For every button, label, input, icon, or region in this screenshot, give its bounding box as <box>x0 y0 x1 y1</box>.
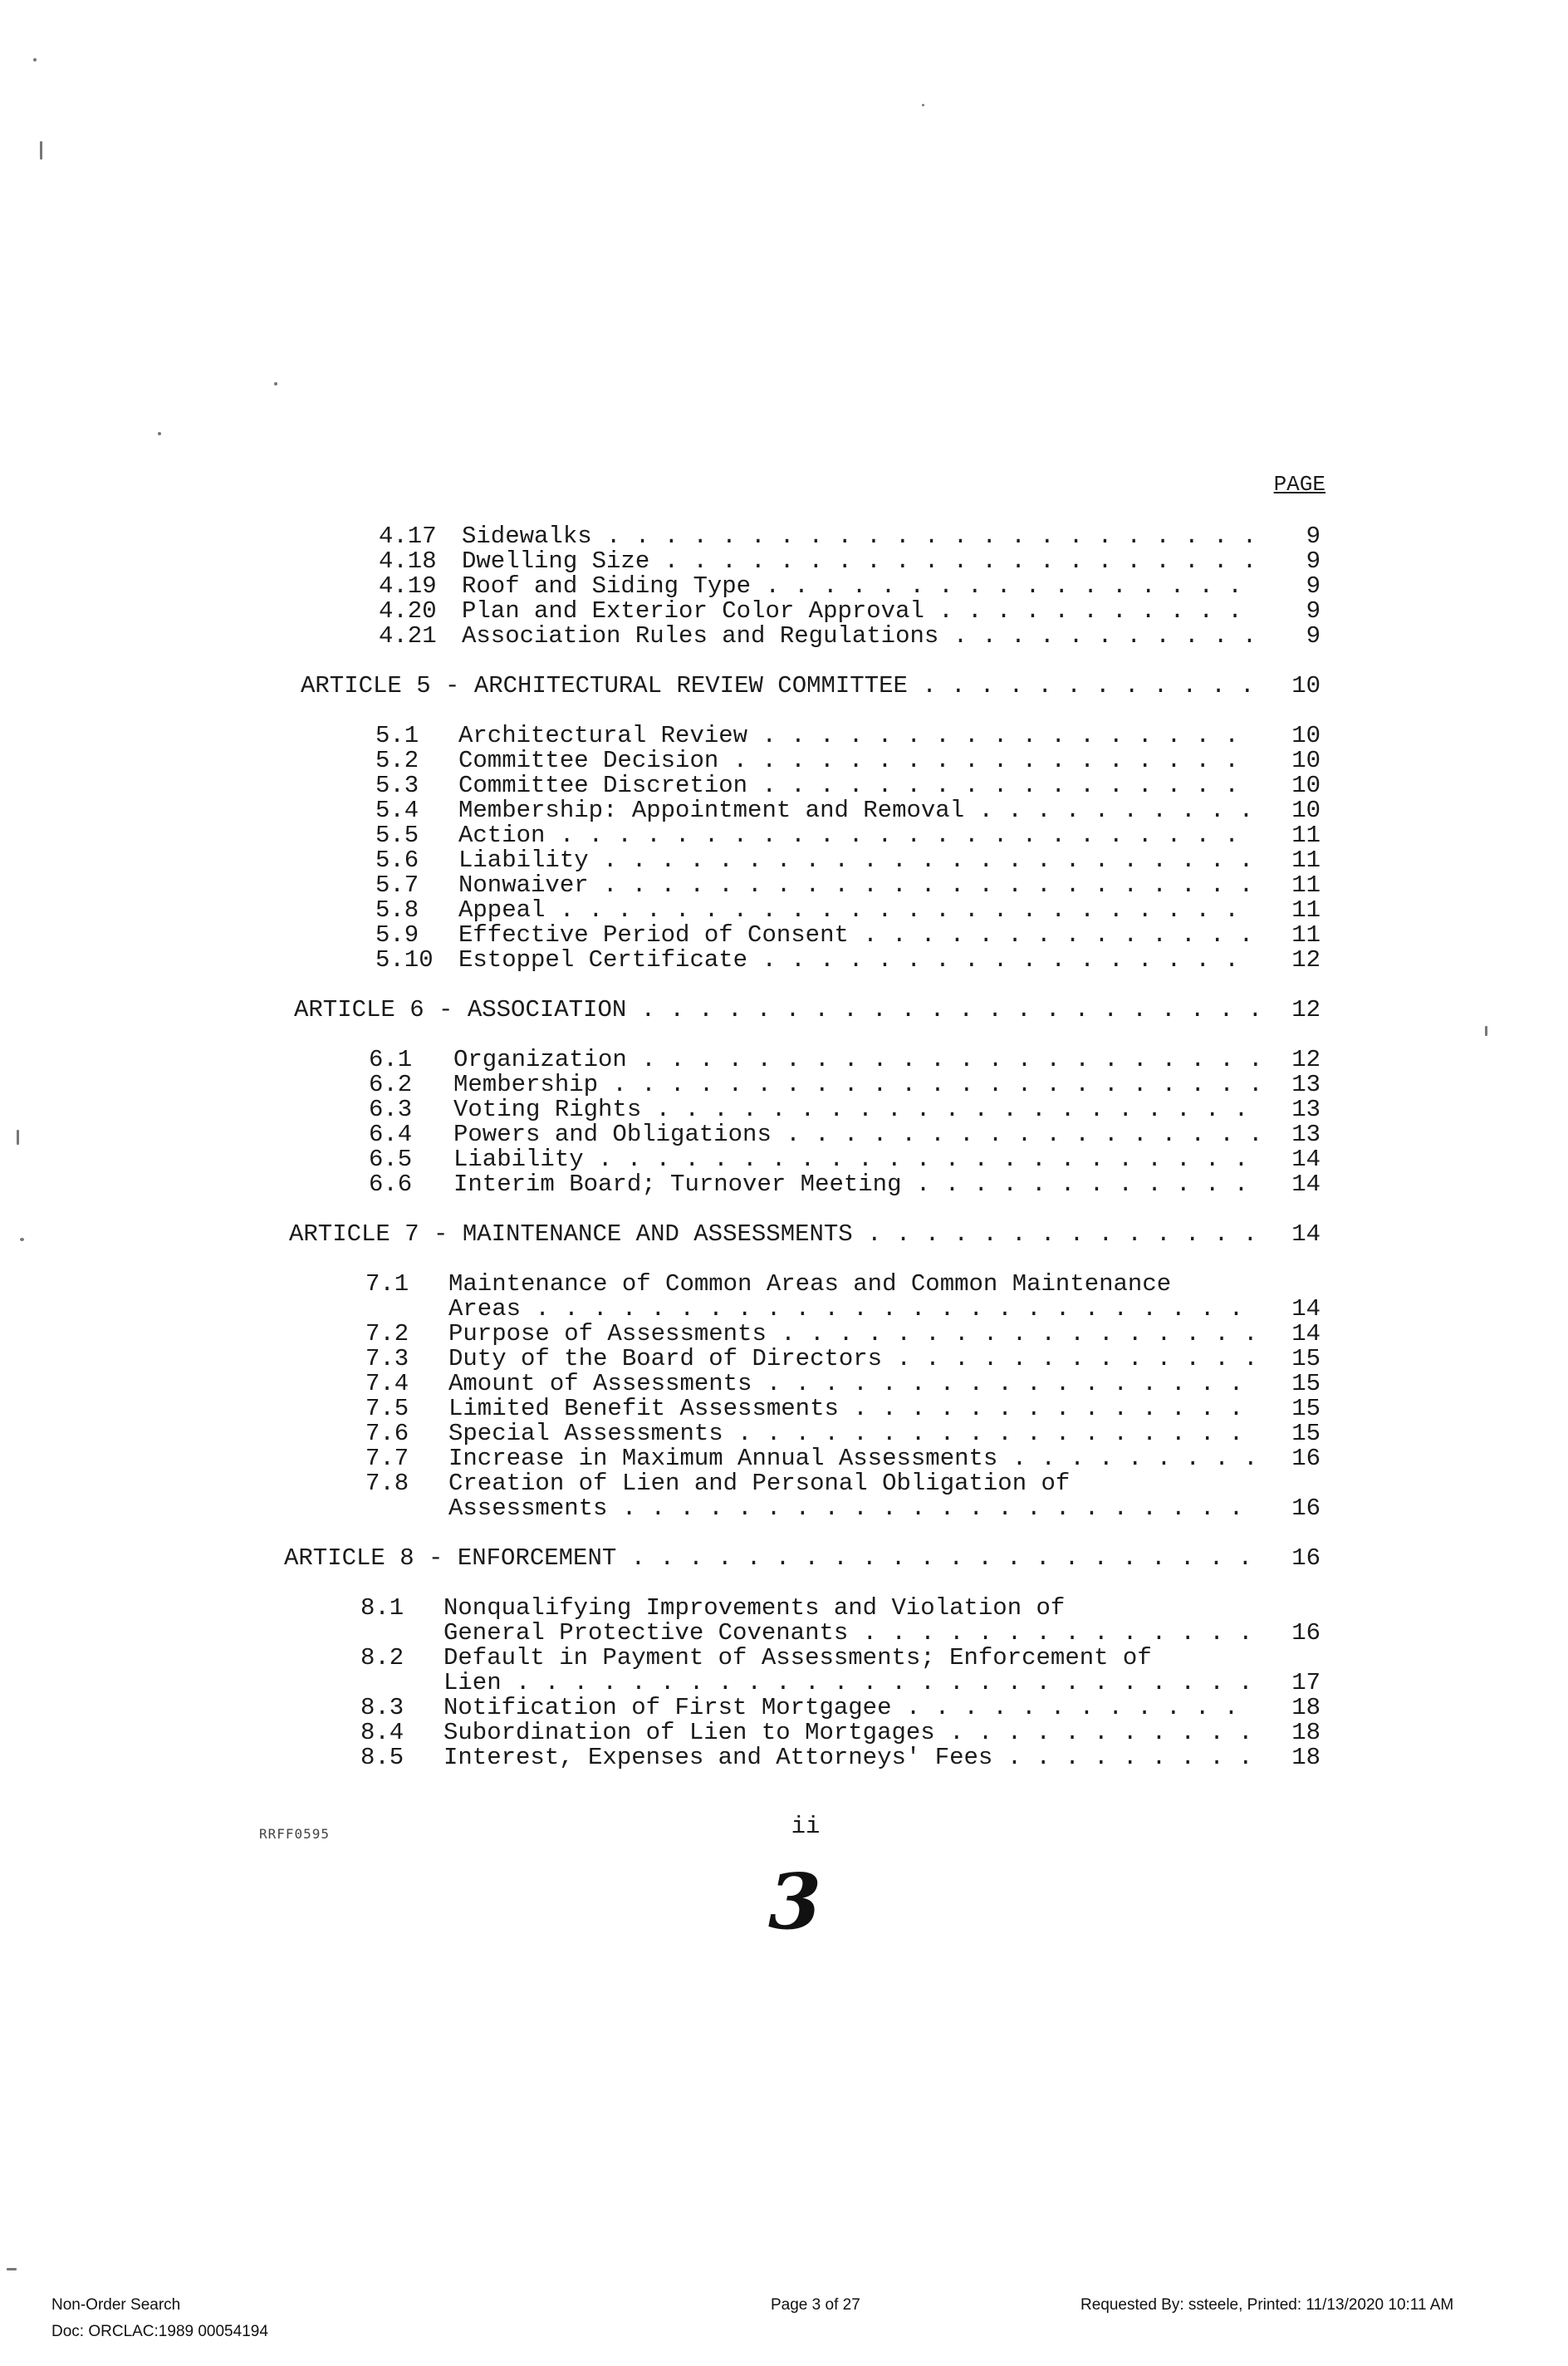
toc-entry <box>0 1097 1412 1123</box>
toc-article-heading <box>0 673 1412 699</box>
toc-title: Plan and Exterior Color Approval . . . <box>462 598 1257 625</box>
toc-title: Roof and Siding Type . . . <box>462 573 1257 600</box>
toc-section-number: 5.8 <box>375 896 419 924</box>
footer-requested-by: Requested By: ssteele, Printed: 11/13/2020 10:11 AM <box>1080 2296 1454 2314</box>
toc-page-number: 16 <box>1291 1544 1321 1572</box>
toc-section-number: 5.1 <box>375 722 419 749</box>
toc-section-number: 5.3 <box>375 772 419 799</box>
toc-page-number: 11 <box>1291 847 1321 874</box>
toc-page-number: 14 <box>1291 1320 1321 1347</box>
toc-section-number: 7.1 <box>365 1270 409 1298</box>
toc-section-number: 7.8 <box>365 1470 409 1497</box>
toc-page-number: 9 <box>1306 547 1321 575</box>
page-number: ii <box>791 1813 821 1840</box>
toc-title: Subordination of Lien to Mortgages . . . <box>443 1720 1257 1746</box>
toc-section-number: 5.7 <box>375 871 419 899</box>
toc-entry <box>0 1321 1412 1347</box>
toc-entry <box>0 1047 1412 1073</box>
toc-section-number: 4.19 <box>379 572 437 600</box>
toc-entry <box>0 723 1412 749</box>
toc-title: Limited Benefit Assessments . . . <box>448 1396 1257 1422</box>
toc-page-number: 11 <box>1291 896 1321 924</box>
toc-entry <box>0 922 1412 949</box>
toc-section-number: 6.6 <box>369 1171 413 1198</box>
toc-title: Duty of the Board of Directors . . . <box>448 1346 1257 1372</box>
toc-page-number: 10 <box>1291 797 1321 824</box>
toc-section-number: 4.17 <box>379 523 437 550</box>
toc-title: Nonqualifying Improvements and Violation of <box>443 1595 1066 1622</box>
toc-section-number: 8.3 <box>360 1694 404 1721</box>
toc-entry-continuation <box>0 1620 1412 1647</box>
toc-entry <box>0 872 1412 899</box>
toc-title: Committee Decision . . . <box>458 748 1257 774</box>
toc-page-number: 14 <box>1291 1220 1321 1248</box>
footer-page-count: Page 3 of 27 <box>771 2296 860 2314</box>
toc-title: Voting Rights . . . <box>453 1097 1257 1123</box>
toc-title: Appeal . . . <box>458 897 1257 924</box>
toc-page-number: 9 <box>1306 523 1321 550</box>
toc-entry <box>0 897 1412 924</box>
toc-entry <box>0 1371 1412 1397</box>
toc-entry <box>0 1446 1412 1472</box>
toc-section-number: 5.5 <box>375 822 419 849</box>
page-column-header: PAGE <box>1273 472 1325 497</box>
toc-article-heading <box>0 1545 1412 1572</box>
toc-entry <box>0 573 1412 600</box>
toc-page-number: 10 <box>1291 747 1321 774</box>
toc-entry <box>0 523 1412 550</box>
toc-title: Architectural Review . . . <box>458 723 1257 749</box>
toc-section-number: 8.1 <box>360 1594 404 1622</box>
toc-title: General Protective Covenants . . . <box>443 1620 1257 1647</box>
toc-title: ARTICLE 5 - ARCHITECTURAL REVIEW COMMITTEE . . . <box>301 673 1257 699</box>
toc-page-number: 12 <box>1291 996 1321 1023</box>
toc-title: ARTICLE 7 - MAINTENANCE AND ASSESSMENTS . . . <box>289 1221 1257 1248</box>
toc-section-number: 8.4 <box>360 1719 404 1746</box>
toc-page-number: 10 <box>1291 772 1321 799</box>
toc-title: Membership: Appointment and Removal . . . <box>458 798 1257 824</box>
toc-entry <box>0 623 1412 650</box>
footer-search-type: Non-Order Search <box>51 2296 181 2314</box>
toc-entry <box>0 1122 1412 1148</box>
toc-page-number: 13 <box>1291 1121 1321 1148</box>
toc-page-number: 16 <box>1291 1445 1321 1472</box>
toc-section-number: 4.18 <box>379 547 437 575</box>
toc-page-number: 15 <box>1291 1420 1321 1447</box>
toc-title: Sidewalks . . . <box>462 523 1257 550</box>
toc-title: Amount of Assessments . . . <box>448 1371 1257 1397</box>
toc-section-number: 6.2 <box>369 1071 413 1098</box>
footer-doc-id: Doc: ORCLAC:1989 00054194 <box>51 2323 268 2340</box>
toc-title: Committee Discretion . . . <box>458 773 1257 799</box>
toc-title: Maintenance of Common Areas and Common Maintenance <box>448 1271 1172 1298</box>
toc-title: Default in Payment of Assessments; Enforcement of <box>443 1645 1152 1671</box>
toc-title: Liability . . . <box>458 847 1257 874</box>
toc-section-number: 5.2 <box>375 747 419 774</box>
toc-title: Dwelling Size . . . <box>462 548 1257 575</box>
toc-entry <box>0 1346 1412 1372</box>
toc-entry <box>0 1695 1412 1721</box>
toc-section-number: 5.4 <box>375 797 419 824</box>
toc-page-number: 14 <box>1291 1295 1321 1323</box>
toc-title: Interim Board; Turnover Meeting . . . <box>453 1171 1257 1198</box>
toc-entry <box>0 1645 1412 1671</box>
toc-section-number: 5.10 <box>375 946 434 974</box>
toc-section-number: 7.2 <box>365 1320 409 1347</box>
toc-entry <box>0 822 1412 849</box>
toc-title: Liability . . . <box>453 1146 1257 1173</box>
toc-entry <box>0 1146 1412 1173</box>
toc-section-number: 7.4 <box>365 1370 409 1397</box>
toc-page-number: 17 <box>1291 1669 1321 1696</box>
toc-page-number: 15 <box>1291 1345 1321 1372</box>
toc-page-number: 11 <box>1291 822 1321 849</box>
toc-section-number: 7.3 <box>365 1345 409 1372</box>
toc-section-number: 6.1 <box>369 1046 413 1073</box>
toc-page-number: 18 <box>1291 1719 1321 1746</box>
toc-title: Interest, Expenses and Attorneys' Fees . . . <box>443 1745 1257 1771</box>
toc-title: Areas . . . <box>448 1296 1257 1323</box>
scan-speck <box>7 2268 17 2270</box>
toc-entry <box>0 1072 1412 1098</box>
toc-entry <box>0 598 1412 625</box>
toc-title: Membership . . . <box>453 1072 1257 1098</box>
toc-title: Assessments . . . <box>448 1495 1257 1522</box>
toc-entry-continuation <box>0 1495 1412 1522</box>
toc-page-number: 15 <box>1291 1395 1321 1422</box>
toc-title: Special Assessments . . . <box>448 1421 1257 1447</box>
toc-title: Organization . . . <box>453 1047 1257 1073</box>
toc-page-number: 11 <box>1291 871 1321 899</box>
toc-section-number: 6.4 <box>369 1121 413 1148</box>
toc-page-number: 14 <box>1291 1171 1321 1198</box>
toc-entry-continuation <box>0 1296 1412 1323</box>
toc-page-number: 12 <box>1291 1046 1321 1073</box>
toc-entry <box>0 1470 1412 1497</box>
toc-section-number: 5.9 <box>375 921 419 949</box>
toc-page-number: 9 <box>1306 622 1321 650</box>
toc-entry <box>0 748 1412 774</box>
toc-title: ARTICLE 8 - ENFORCEMENT . . . <box>284 1545 1257 1572</box>
toc-entry <box>0 947 1412 974</box>
toc-section-number: 7.7 <box>365 1445 409 1472</box>
toc-section-number: 6.5 <box>369 1146 413 1173</box>
toc-entry <box>0 548 1412 575</box>
toc-entry <box>0 773 1412 799</box>
toc-page-number: 15 <box>1291 1370 1321 1397</box>
toc-entry <box>0 798 1412 824</box>
toc-section-number: 7.6 <box>365 1420 409 1447</box>
toc-title: Creation of Lien and Personal Obligation of <box>448 1470 1071 1497</box>
toc-page-number: 16 <box>1291 1495 1321 1522</box>
toc-section-number: 8.5 <box>360 1744 404 1771</box>
toc-section-number: 5.6 <box>375 847 419 874</box>
toc-section-number: 4.21 <box>379 622 437 650</box>
toc-entry <box>0 1720 1412 1746</box>
toc-section-number: 6.3 <box>369 1096 413 1123</box>
toc-title: Effective Period of Consent . . . <box>458 922 1257 949</box>
toc-page-number: 10 <box>1291 722 1321 749</box>
toc-article-heading <box>0 1221 1412 1248</box>
toc-title: Estoppel Certificate . . . <box>458 947 1257 974</box>
toc-section-number: 8.2 <box>360 1644 404 1671</box>
toc-page-number: 12 <box>1291 946 1321 974</box>
toc-page-number: 18 <box>1291 1694 1321 1721</box>
toc-page-number: 10 <box>1291 672 1321 699</box>
toc-title: Action . . . <box>458 822 1257 849</box>
toc-entry <box>0 1595 1412 1622</box>
toc-title: Notification of First Mortgagee . . . <box>443 1695 1257 1721</box>
toc-entry-continuation <box>0 1670 1412 1696</box>
toc-page-number: 9 <box>1306 572 1321 600</box>
toc-title: Powers and Obligations . . . <box>453 1122 1257 1148</box>
toc-title: Association Rules and Regulations . . . <box>462 623 1257 650</box>
toc-title: Increase in Maximum Annual Assessments . . . <box>448 1446 1257 1472</box>
toc-entry <box>0 1271 1412 1298</box>
toc-page-number: 14 <box>1291 1146 1321 1173</box>
toc-page-number: 18 <box>1291 1744 1321 1771</box>
toc-page-number: 13 <box>1291 1071 1321 1098</box>
toc-entry <box>0 1421 1412 1447</box>
toc-title: Purpose of Assessments . . . <box>448 1321 1257 1347</box>
toc-page-number: 16 <box>1291 1619 1321 1647</box>
toc-section-number: 7.5 <box>365 1395 409 1422</box>
document-code: RRFF0595 <box>259 1826 331 1842</box>
handwritten-page-number: 3 <box>768 1857 822 1946</box>
toc-page-number: 9 <box>1306 597 1321 625</box>
toc-title: Lien . . . <box>443 1670 1257 1696</box>
toc-title: ARTICLE 6 - ASSOCIATION . . . <box>294 997 1257 1023</box>
toc-article-heading <box>0 997 1412 1023</box>
toc-entry <box>0 847 1412 874</box>
toc-page-number: 13 <box>1291 1096 1321 1123</box>
toc-entry <box>0 1396 1412 1422</box>
toc-page-number: 11 <box>1291 921 1321 949</box>
toc-entry <box>0 1171 1412 1198</box>
toc-entry <box>0 1745 1412 1771</box>
toc-section-number: 4.20 <box>379 597 437 625</box>
toc-title: Nonwaiver . . . <box>458 872 1257 899</box>
